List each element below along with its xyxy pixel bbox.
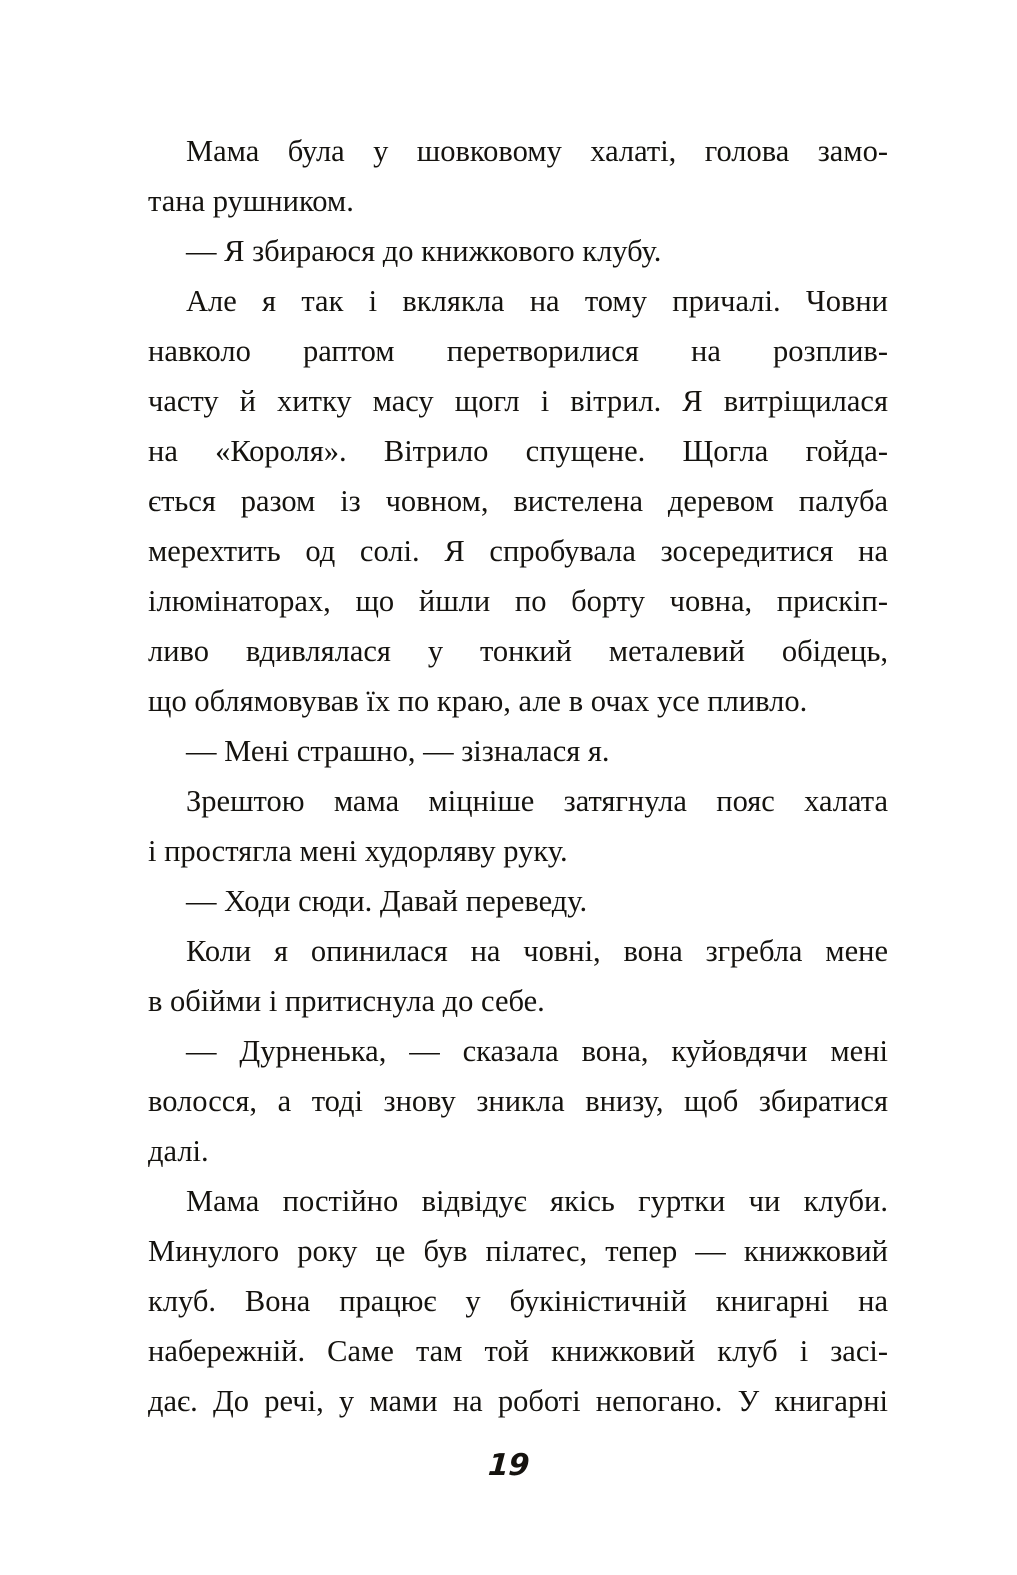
paragraph (148, 926, 888, 976)
text-line: — Мені страшно, — зізналася я. (186, 734, 610, 768)
text-line: часту й хитку масу щогл і вітрил. Я витріщилася (148, 384, 888, 418)
paragraph (148, 1176, 888, 1226)
text-line: Але я так і вклякла на тому причалі. Човни (186, 284, 888, 318)
text-line: ілюмінаторах, що йшли по борту човна, прискіп- (148, 584, 888, 618)
text-line: — Ходи сюди. Давай переведу. (186, 884, 588, 918)
text-line: волосся, а тоді знову зникла внизу, щоб збиратися (148, 1084, 888, 1118)
text-line: Зрештою мама міцніше затягнула пояс халата (186, 784, 888, 818)
text-line: на «Короля». Вітрило спущене. Щогла гойда- (148, 434, 888, 468)
text-line: в обійми і притиснула до себе. (148, 984, 545, 1018)
text-line: ливо вдивлялася у тонкий металевий обідець, (148, 634, 888, 668)
text-line: Мама постійно відвідує якісь гуртки чи клуби. (186, 1184, 888, 1218)
text-line: Мама була у шовковому халаті, голова замо- (186, 134, 888, 168)
paragraph (148, 876, 888, 926)
paragraph (148, 726, 888, 776)
text-line: Коли я опинилася на човні, вона згребла мене (186, 934, 888, 968)
text-line: клуб. Вона працює у букіністичній книгарні на (148, 1284, 888, 1318)
paragraph (148, 276, 888, 326)
text-line: навколо раптом перетворилися на розплив- (148, 334, 888, 368)
paragraph (148, 1026, 888, 1076)
text-line: мерехтить од солі. Я спробувала зосередитися на (148, 534, 888, 568)
paragraph (148, 126, 888, 176)
text-line: — Я збираюся до книжкового клубу. (186, 234, 662, 268)
text-line: ється разом із човном, вистелена деревом палуба (148, 484, 888, 518)
paragraph (148, 226, 888, 276)
text-line: що облямовував їх по краю, але в очах усе пливло. (148, 684, 808, 718)
text-line: далі. (148, 1134, 209, 1168)
page-text-block (148, 126, 888, 1426)
text-line: — Дурненька, — сказала вона, куйовдячи мені (186, 1034, 888, 1068)
paragraph (148, 776, 888, 826)
text-line: набережній. Саме там той книжковий клуб і засі- (148, 1334, 888, 1368)
page-number: 19 (486, 1448, 531, 1483)
text-line: дає. До речі, у мами на роботі непогано. У книгарні (148, 1384, 888, 1418)
text-line: і простягла мені худорляву руку. (148, 834, 568, 868)
text-line: тана рушником. (148, 184, 354, 218)
text-line: Минулого року це був пілатес, тепер — книжковий (148, 1234, 888, 1268)
